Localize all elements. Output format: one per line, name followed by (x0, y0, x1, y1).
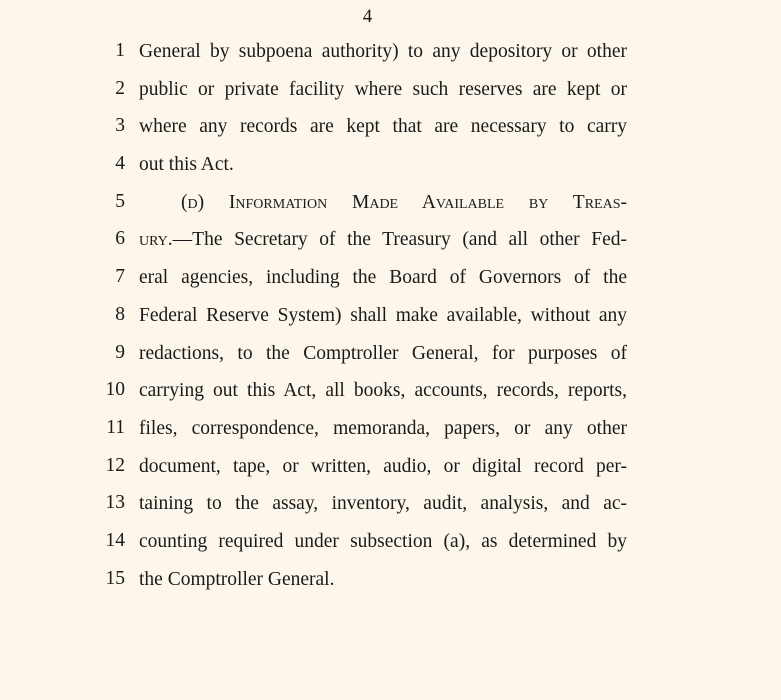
line-text: document, tape, or written, audio, or digital record per- (139, 455, 627, 477)
line-text: General by subpoena authority) to any depository or other (139, 41, 627, 62)
text-line (0, 486, 781, 524)
line-text: carrying out this Act, all books, accounts, records, reports, (139, 380, 627, 402)
line-text (139, 228, 627, 252)
line-number: 1 (115, 40, 125, 61)
text-line (0, 562, 781, 600)
line-number: 14 (105, 529, 125, 551)
line-text: out this Act. (139, 154, 234, 176)
line-text: eral agencies, including the Board of Governors of the (139, 267, 627, 289)
text-line (0, 373, 781, 411)
line-number: 10 (105, 379, 125, 401)
line-number: 15 (105, 567, 125, 589)
line-number: 6 (115, 228, 125, 250)
line-text: Federal Reserve System) shall make available, without any (139, 304, 627, 326)
text-line (0, 298, 781, 336)
text-line (0, 449, 781, 487)
text-line (0, 336, 781, 374)
line-number: 7 (115, 266, 125, 288)
text-line (0, 109, 781, 147)
page-number: 4 (362, 6, 373, 27)
line-text: taining to the assay, inventory, audit, analysis, and ac- (139, 493, 627, 515)
line-number: 11 (106, 416, 125, 438)
text-line (0, 260, 781, 298)
line-text-rest: —The Secretary of the Treasury (and all other Fed- (172, 229, 627, 251)
line-number: 4 (115, 153, 125, 175)
line-number: 8 (115, 303, 125, 325)
bill-text-body (0, 34, 781, 599)
text-line (0, 147, 781, 185)
line-number: 9 (115, 341, 125, 363)
text-line (0, 222, 781, 260)
line-number: 12 (105, 454, 125, 476)
text-line (0, 34, 781, 72)
line-text: where any records are kept that are necessary to carry (139, 116, 627, 138)
line-text: redactions, to the Comptroller General, for purposes of (139, 342, 627, 364)
line-number: 2 (115, 77, 125, 99)
line-number: 13 (105, 492, 125, 514)
line-text: files, correspondence, memoranda, papers, or any other (139, 417, 627, 439)
text-line (0, 524, 781, 562)
subsection-heading-end: ury. (139, 229, 173, 251)
line-text: the Comptroller General. (139, 568, 335, 590)
line-number: 5 (115, 190, 125, 212)
text-line (0, 72, 781, 110)
subsection-heading: (d) Information Made Available by Treas- (181, 191, 627, 213)
text-line (0, 185, 781, 223)
text-line (0, 411, 781, 449)
line-text: counting required under subsection (a), as determined by (139, 530, 627, 552)
line-text: public or private facility where such reserves are kept or (139, 78, 627, 100)
line-number: 3 (115, 115, 125, 137)
